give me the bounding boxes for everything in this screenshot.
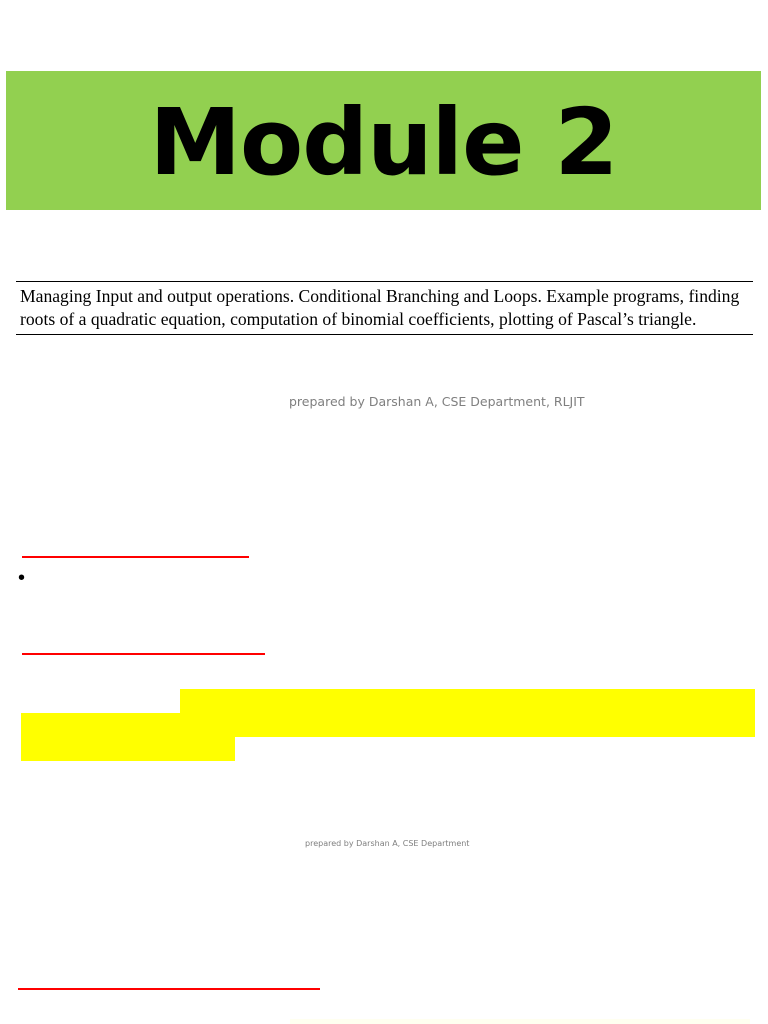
syllabus-text: Managing Input and output operations. Conditional Branching and Loops. Example programs, finding roots of a quadratic equation, computation of binomial coefficients, plotting of Pascal’s triangle. <box>20 286 740 329</box>
yellow-highlight-1 <box>180 689 755 737</box>
page-title: Module 2 <box>149 89 618 196</box>
bullet-point: • <box>18 567 26 589</box>
author-credit-small: prepared by Darshan A, CSE Department <box>305 839 470 848</box>
module-banner <box>6 71 761 210</box>
faint-highlight-strip <box>290 1019 750 1024</box>
red-underline-3 <box>18 988 320 990</box>
red-underline-2 <box>22 653 265 655</box>
red-underline-1 <box>22 556 249 558</box>
syllabus-box <box>16 281 753 335</box>
yellow-highlight-2 <box>21 713 235 761</box>
author-credit: prepared by Darshan A, CSE Department, RLJIT <box>289 394 585 409</box>
